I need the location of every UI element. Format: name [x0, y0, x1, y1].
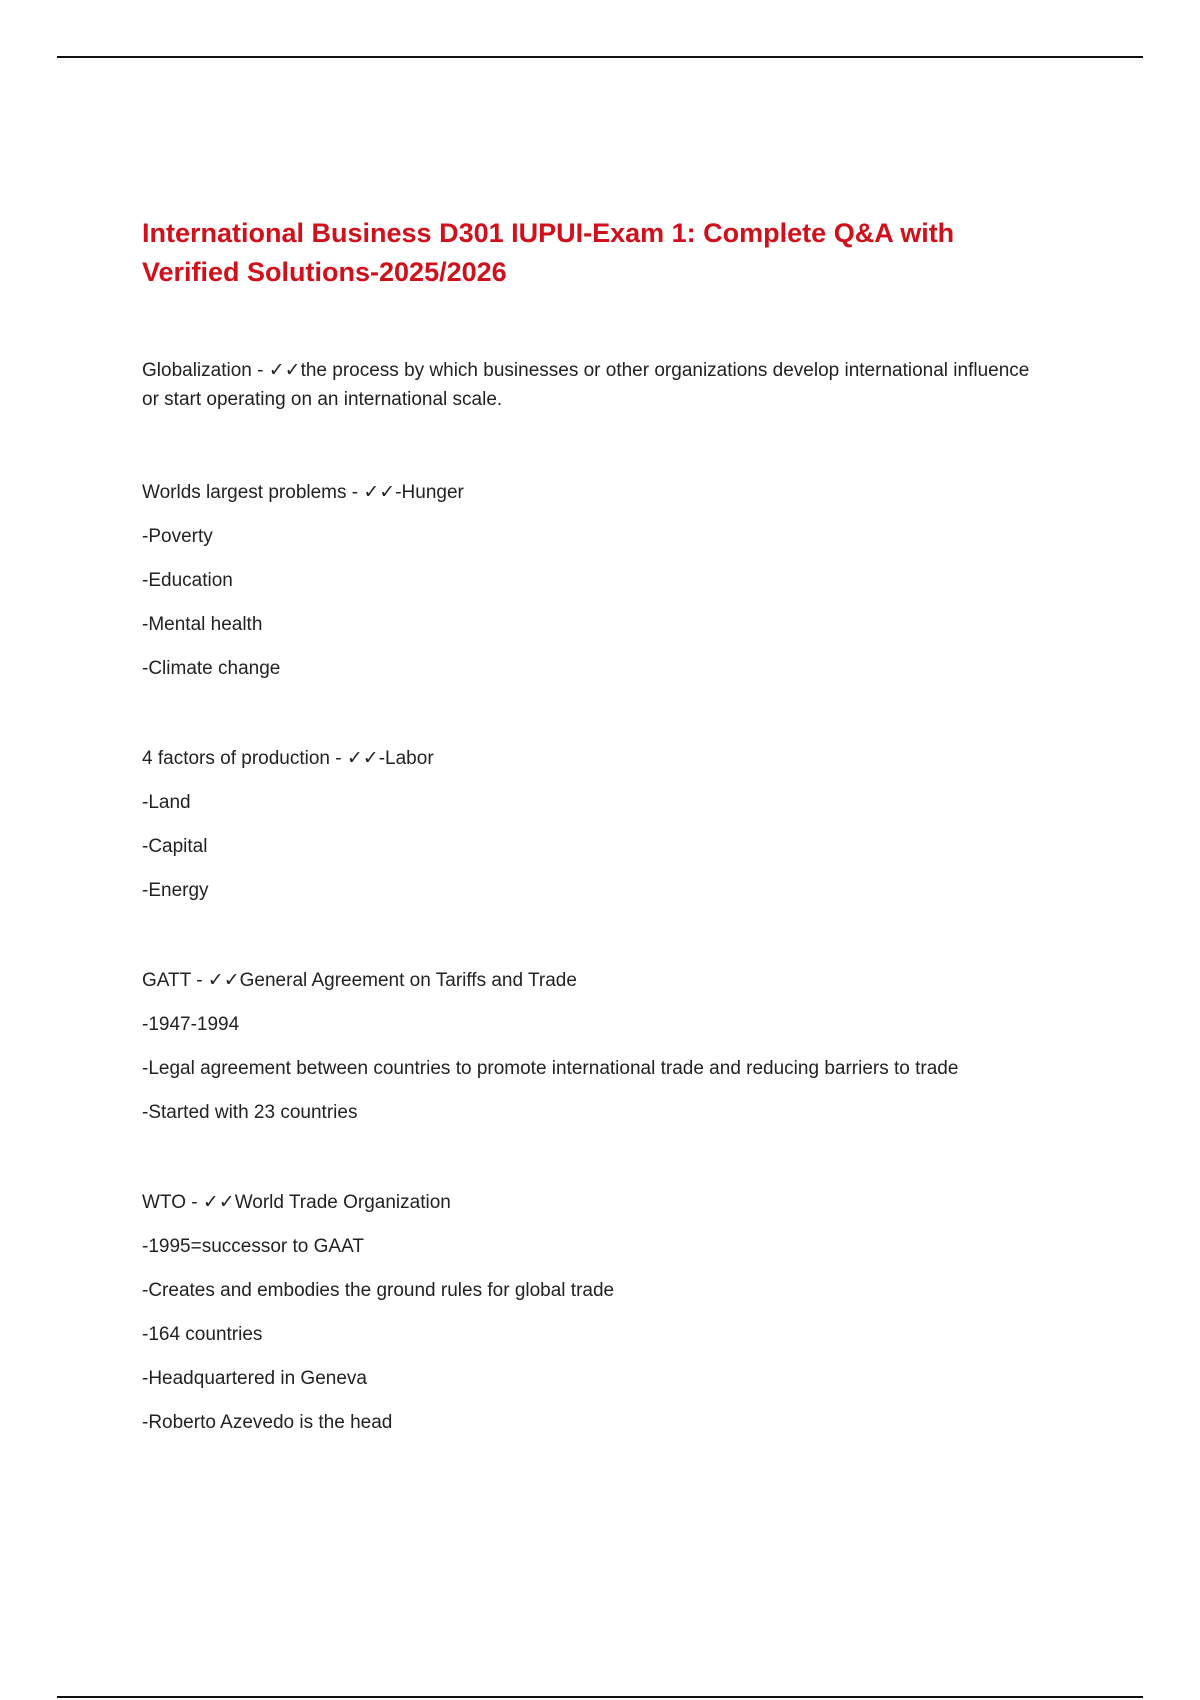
entry-line: -1995=successor to GAAT: [142, 1236, 364, 1257]
entry-worlds-largest-problems: [142, 471, 1042, 691]
entry-wto: [142, 1181, 1042, 1445]
entry-line: -Capital: [142, 836, 208, 857]
entry-gatt: [142, 959, 1042, 1135]
entry-factors-of-production: [142, 737, 1042, 913]
entry-line: -Started with 23 countries: [142, 1102, 358, 1123]
entry-line: -164 countries: [142, 1324, 263, 1345]
entry-line: GATT - ✓✓General Agreement on Tariffs and Trade: [142, 970, 577, 991]
entry-line: -Roberto Azevedo is the head: [142, 1412, 393, 1433]
entry-line: -Climate change: [142, 658, 281, 679]
entry-line: -Poverty: [142, 526, 213, 547]
entry-line: -Headquartered in Geneva: [142, 1368, 367, 1389]
entry-line: 4 factors of production - ✓✓-Labor: [142, 748, 434, 769]
entry-line: -Creates and embodies the ground rules for global trade: [142, 1280, 615, 1301]
entry-line: -Land: [142, 792, 191, 813]
entry-line: -Mental health: [142, 614, 263, 635]
entry-line: WTO - ✓✓World Trade Organization: [142, 1192, 451, 1213]
entry-globalization: [142, 356, 1042, 414]
document-body: [142, 214, 1042, 1445]
entry-line: -Education: [142, 570, 233, 591]
entry-line: -1947-1994: [142, 1014, 240, 1035]
entry-line: -Energy: [142, 880, 209, 901]
entry-line: Worlds largest problems - ✓✓-Hunger: [142, 482, 464, 503]
entry-line: Globalization - ✓✓the process by which businesses or other organizations develop international influence or start operating on an international scale.: [142, 360, 1030, 410]
top-rule: [57, 56, 1143, 58]
entry-line: -Legal agreement between countries to promote international trade and reducing barriers to trade: [142, 1058, 959, 1079]
document-title: International Business D301 IUPUI-Exam 1: Complete Q&A with Verified Solutions-2025/2026: [142, 218, 955, 287]
bottom-rule: [57, 1696, 1143, 1698]
